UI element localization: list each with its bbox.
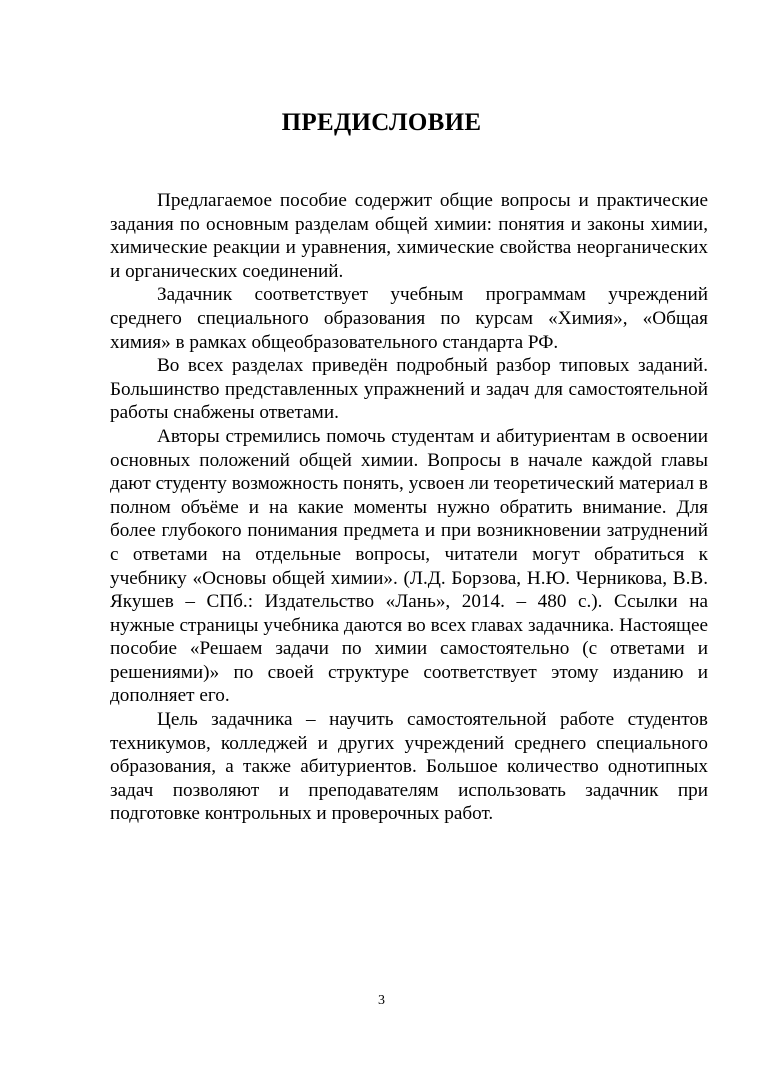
preface-body	[110, 189, 708, 826]
paragraph-curriculum: Задачник соответствует учебным программам учреждений среднего специального образования по курсам «Химия», «Общая химия» в рамках общеобразовательного стандарта РФ.	[110, 284, 708, 353]
paragraph-examples: Во всех разделах приведён подробный разбор типовых заданий. Большинство представленных упражнений и задач для самостоятельной работы снабжены ответами.	[110, 355, 708, 424]
paragraph-intro: Предлагаемое пособие содержит общие вопросы и практические задания по основным разделам общей химии: понятия и законы химии, химические реакции и уравнения, химические свойства неорганических и органических соединений.	[110, 190, 708, 282]
paragraph-goal: Цель задачника – научить самостоятельной работе студентов техникумов, колледжей и других учреждений среднего специального образования, а также абитуриентов. Большое количество однотипных задач позволяют и преподавателям использовать задачник при подготовке контрольных и проверочных работ.	[110, 709, 708, 825]
paragraph-authors: Авторы стремились помочь студентам и абитуриентам в освоении основных положений общей химии. Вопросы в начале каждой главы дают студенту возможность понять, усвоен ли теоретический материал в полном объёме и на какие моменты нужно обратить внимание. Для более глубокого понимания предмета и при возникновении затруднений с ответами на отдельные вопросы, читатели могут обратиться к учебнику «Основы общей химии». (Л.Д. Борзова, Н.Ю. Черникова, В.В. Якушев – СПб.: Издательство «Лань», 2014. – 480 с.). Ссылки на нужные страницы учебника даются во всех главах задачника. Настоящее пособие «Решаем задачи по химии самостоятельно (с ответами и решениями)» по своей структуре соответствует этому изданию и дополняет его.	[110, 425, 708, 707]
page-title: ПРЕДИСЛОВИЕ	[281, 109, 482, 136]
page-number: 3	[378, 993, 385, 1008]
